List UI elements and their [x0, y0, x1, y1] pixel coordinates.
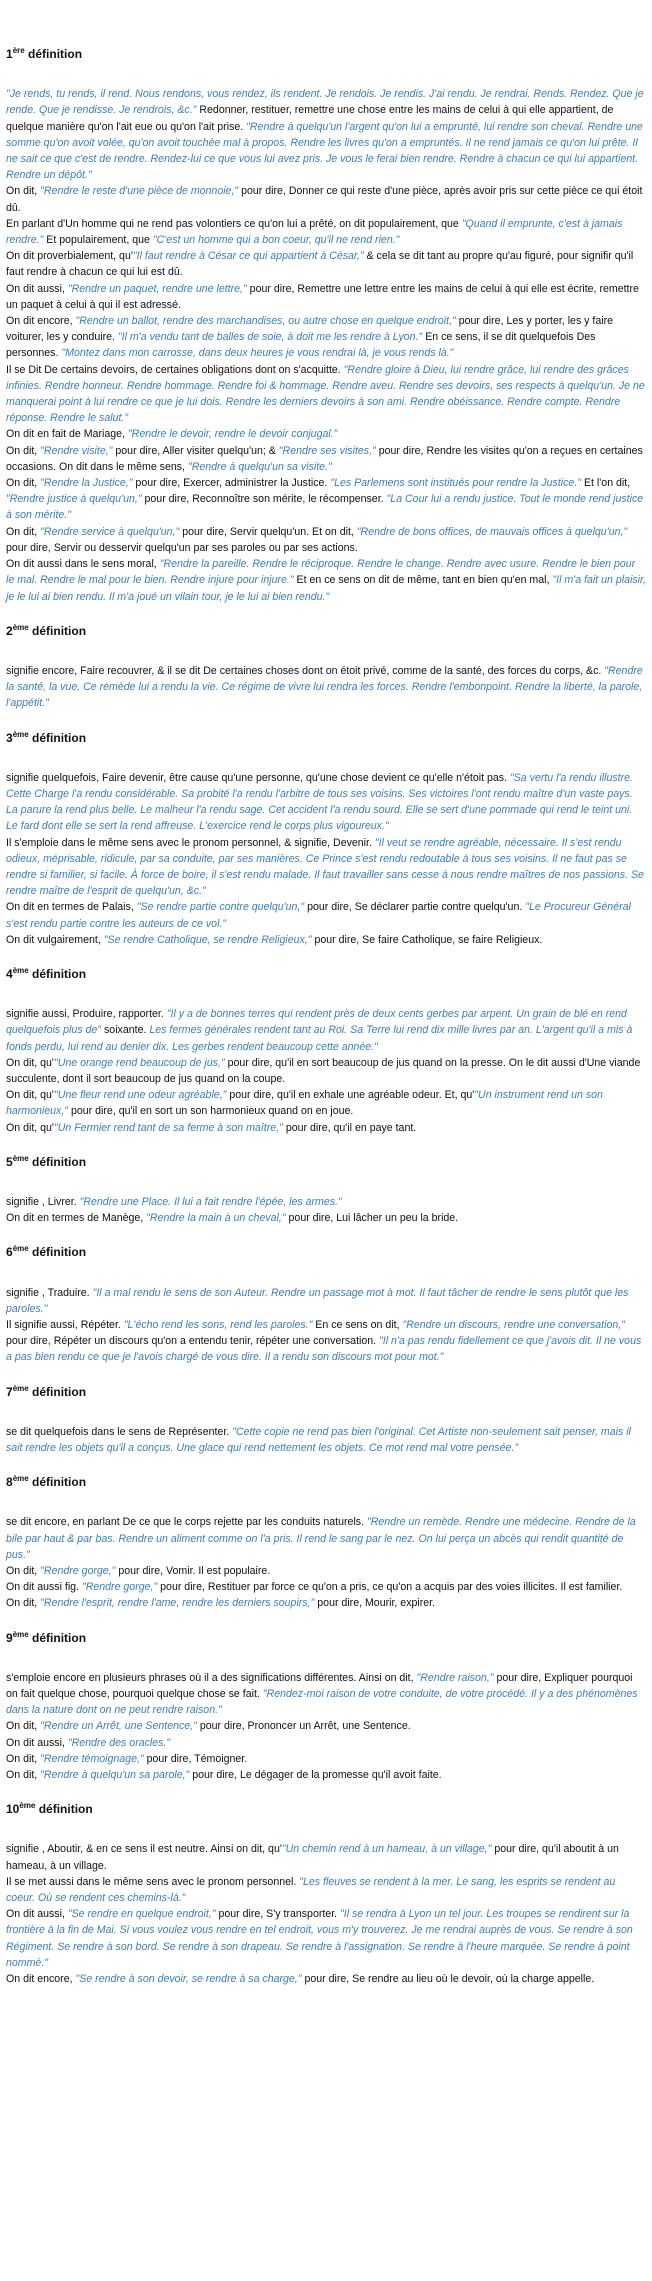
- example-quote: "Se rendre partie contre quelqu'un,": [136, 901, 305, 914]
- definition-text: pour dire, Exercer, administrer la Justice.: [132, 477, 331, 490]
- definition-text: Il signifie aussi, Répéter.: [6, 1319, 124, 1331]
- example-quote: "L'écho rend les sons, rend les paroles.": [123, 1319, 313, 1331]
- definition-section: [6, 966, 646, 1136]
- definition-section: [6, 730, 646, 948]
- definition-text: pour dire, Remettre une lettre entre les mains de celui à qui elle est écrite, remettre un paquet à celui à qui il est adressé.: [6, 282, 639, 311]
- definition-paragraph: [6, 86, 646, 183]
- definition-paragraph: [6, 248, 646, 280]
- example-quote: "Un Fermier rend tant de sa ferme à son maître,": [53, 1121, 283, 1134]
- definition-paragraph: [6, 1424, 646, 1456]
- definition-number: 2: [6, 623, 13, 638]
- definition-number: 4: [6, 966, 13, 981]
- definition-text: Et populairement, que: [43, 234, 153, 247]
- definition-heading: [6, 1474, 646, 1490]
- definition-heading: [6, 1801, 646, 1817]
- definition-paragraph: [6, 1735, 646, 1751]
- definition-text: On dit aussi,: [6, 1736, 68, 1749]
- example-quote: "Il se rendra à Lyon un tel jour. Les troupes se rendirent sur la frontière à la fin de Mai. Si vous voulez vous rendre en tel endroit, vous m'y trouverez. Je me rendrai auprès de vous. Se rendre à son Régiment. Se rendre à son bord. Se rendre à son drapeau. Se rendre à l'assignation. Se rendre à l'heure marquée. Se rendre à point nommé.": [6, 1908, 633, 1969]
- definition-paragraph: [6, 932, 646, 948]
- definition-paragraph: [6, 426, 646, 442]
- example-quote: "Rendre gloire à Dieu, lui rendre grâce, lui rendre des grâces infinies. Rendre honneur. Rendre hommage. Rendre foi & hommage. Rendre aveu. Rendre ses devoirs, ses respects à quelqu'un. Je ne manquerai point à lui rendre ce que je lui dois. Rendre les derniers devoirs à son ami. Rendre obéissance. Rendre compte. Rendre réponse. Rendre le salut.": [6, 363, 645, 425]
- example-quote: "Une fleur rend une odeur agréable,": [53, 1089, 227, 1102]
- example-quote: "Cette copie ne rend pas bien l'original. Cet Artiste non-seulement sait penser, mais il sait rendre les objets qu'il a conçus. Une glace qui rend nettement les objets. Ce mot rend mal votre pensée.": [6, 1425, 631, 1455]
- definition-heading: [6, 1244, 646, 1260]
- definition-section: [6, 1244, 646, 1365]
- definition-text: On dit vulgairement,: [6, 933, 104, 946]
- definition-text: On dit,: [6, 1597, 41, 1610]
- example-quote: "Il a mal rendu le sens de son Auteur. Rendre un passage mot à mot. Il faut tâcher de rendre le sens plutôt que les paroles.": [6, 1286, 629, 1315]
- example-quote: "Il veut se rendre agréable, nécessaire. Il s'est rendu odieux, méprisable, ridicule, par sa conduite, par ses manières. Ce Prince s'est rendu redoutable à tous ses voisins. Il ne faut pas se rendre si familier, si facile. À force de boire, il s'est rendu malade. Il faut travailler sans cesse à nous rendre maîtres de nos passions. Se rendre maître de l'esprit de quelqu'un, &c.": [6, 836, 644, 898]
- definition-text: se dit quelquefois dans le sens de Représenter.: [6, 1425, 233, 1438]
- definition-section: [6, 1154, 646, 1227]
- definition-text: pour dire, Se rendre au lieu où le devoir, où la charge appelle.: [301, 1973, 595, 1986]
- definition-text: Et l'on dit,: [581, 477, 631, 490]
- definition-text: pour dire, Aller visiter quelqu'un; &: [112, 444, 279, 457]
- example-quote: "Il faut rendre à César ce qui appartient à César,": [132, 250, 364, 263]
- example-quote: "Un instrument rend un son harmonieux,": [6, 1089, 603, 1118]
- definition-text: pour dire, Les y porter, les y faire voiturer, les y conduire.: [6, 315, 614, 344]
- definition-heading: [6, 1630, 646, 1646]
- definition-text: On dit aussi dans le sens moral,: [6, 558, 160, 571]
- definition-number: 10: [6, 1802, 20, 1817]
- definition-label: définition: [32, 1384, 87, 1399]
- definition-label: définition: [38, 1802, 93, 1817]
- definition-text: Redonner, restituer, remettre une chose entre les mains de celui à qui elle appartient, de quelque manière qu'on l'ait eue ou qu'on l'ait prise.: [6, 104, 614, 133]
- definition-text: pour dire, Donner ce qui reste d'une pièce, après avoir pris sur cette pièce ce qui étoit dû.: [6, 185, 643, 214]
- definition-heading: [6, 1384, 646, 1400]
- definition-text: pour dire, Répéter un discours qu'on a entendu tenir, répéter une conversation.: [6, 1335, 380, 1348]
- example-quote: "Se rendre à son devoir, se rendre à sa charge,": [75, 1973, 302, 1986]
- example-quote: "Il m'a vendu tant de balles de soie, à doit me les rendre à Lyon.": [117, 331, 423, 344]
- definition-paragraph: [6, 1670, 646, 1719]
- definition-label: définition: [32, 966, 87, 981]
- definition-label: définition: [32, 1630, 87, 1645]
- example-quote: "Rendre un remède. Rendre une médecine. Rendre de la bile par haut & par bas. Rendre un aliment comme on l'a pris. Il rend le sang par le nez. On lui perça un abcès qui rendit quantité de pus.": [6, 1516, 636, 1561]
- definition-paragraph: [6, 1055, 646, 1087]
- definition-section: [6, 46, 646, 605]
- definition-paragraph: [6, 1514, 646, 1563]
- definition-paragraph: [6, 216, 646, 248]
- example-quote: "Le Procureur Général s'est rendu partie contre les auteurs de ce vol.": [6, 901, 631, 930]
- definition-ordinal-suffix: ème: [12, 1474, 29, 1484]
- example-quote: "Les Parlemens sont institués pour rendre la Justice.": [330, 477, 582, 490]
- definition-paragraph: [6, 1906, 646, 1971]
- definition-text: On dit,: [6, 185, 41, 198]
- definition-text: Il se Dit De certains devoirs, de certaines obligations dont on s'acquitte.: [6, 363, 344, 376]
- definition-paragraph: [6, 443, 646, 475]
- definition-label: définition: [32, 730, 87, 745]
- definition-paragraph: [6, 1579, 646, 1595]
- definition-text: pour dire, qu'il en exhale une agréable odeur. Et, qu': [226, 1089, 475, 1102]
- definition-paragraph: [6, 1971, 646, 1987]
- definition-text: On dit, qu': [6, 1056, 54, 1069]
- definition-text: signifie encore, Faire recouvrer, & il se dit De certaines choses dont on étoit privé, comme de la santé, des forces du corps, &c.: [6, 664, 605, 677]
- definition-text: On dit aussi,: [6, 282, 68, 295]
- definition-ordinal-suffix: ère: [12, 46, 25, 55]
- definition-text: signifie aussi, Produire, rapporter.: [6, 1008, 167, 1021]
- definition-number: 6: [6, 1245, 13, 1260]
- example-quote: "Rendre un paquet, rendre une lettre,": [67, 282, 247, 295]
- definition-text: pour dire, Le dégager de la promesse qu'il avoit faite.: [189, 1769, 442, 1782]
- example-quote: "Rendez-moi raison de votre conduite, de votre procédé. Il y a des phénomènes dans la nature dont on ne peut rendre raison.": [6, 1688, 638, 1717]
- definition-text: pour dire, qu'il en sort beaucoup de jus quand on la presse. On le dit aussi d'Une viande succulente, dont il sort beaucoup de jus quand on la coupe.: [6, 1056, 641, 1085]
- definition-text: signifie quelquefois, Faire devenir, être cause qu'une personne, qu'une chose devient ce qu'elle n'étoit pas.: [6, 771, 510, 784]
- definition-text: pour dire, Vomir. Il est populaire.: [115, 1565, 271, 1578]
- example-quote: "Rendre un Arrêt, une Sentence,": [40, 1720, 197, 1733]
- definition-text: pour dire, S'y transporter.: [215, 1908, 341, 1921]
- definition-section: [6, 623, 646, 712]
- definition-paragraph: [6, 1317, 646, 1366]
- definition-text: pour dire, Restituer par force ce qu'on a pris, ce qu'on a acquis par des voies illicites. Il est familier.: [157, 1581, 623, 1594]
- example-quote: "Rendre la santé, la vue. Ce remède lui a rendu la vie. Ce régime de vivre lui rendra les forces. Rendre l'embonpoint. Rendre la liberté, la parole, l'appétit.": [6, 664, 643, 710]
- definition-text: pour dire, Mourir, expirer.: [314, 1597, 436, 1610]
- definition-paragraph: [6, 1841, 646, 1873]
- definition-number: 1: [6, 47, 13, 61]
- definition-paragraph: [6, 1563, 646, 1579]
- definition-text: On dit,: [6, 1769, 41, 1782]
- example-quote: "Rendre l'esprit, rendre l'ame, rendre les derniers soupirs,": [40, 1597, 315, 1610]
- definition-text: pour dire, Expliquer pourquoi on fait quelque chose, pourquoi quelque chose se fait.: [6, 1671, 633, 1701]
- definition-text: On dit proverbialement, qu': [6, 250, 133, 263]
- example-quote: "Rendre des oracles.": [67, 1736, 171, 1749]
- definition-paragraph: [6, 899, 646, 931]
- definition-paragraph: [6, 1087, 646, 1119]
- definition-text: pour dire, Servir quelqu'un. Et on dit,: [179, 525, 357, 538]
- definition-text: pour dire, Lui lâcher un peu la bride.: [285, 1212, 459, 1225]
- definition-label: définition: [32, 1154, 87, 1169]
- definition-paragraph: [6, 524, 646, 556]
- example-quote: "Rendre le devoir, rendre le devoir conjugal.": [127, 428, 338, 441]
- definition-paragraph: [6, 1751, 646, 1767]
- definition-text: Il s'emploie dans le même sens avec le pronom personnel, & signifie, Devenir.: [6, 836, 375, 849]
- definition-paragraph: [6, 1718, 646, 1734]
- definition-heading: [6, 623, 646, 639]
- definition-ordinal-suffix: ème: [12, 1383, 29, 1393]
- example-quote: "Il y a de bonnes terres qui rendent près de deux cents gerbes par arpent. Un grain de blé en rend quelquefois plus de": [6, 1008, 627, 1037]
- definition-ordinal-suffix: ème: [12, 965, 29, 975]
- definition-text: Il se met aussi dans le même sens avec le pronom personnel.: [6, 1875, 300, 1888]
- definition-heading: [6, 1154, 646, 1170]
- definition-number: 9: [6, 1630, 13, 1645]
- definition-text: On dit encore,: [6, 1973, 76, 1986]
- example-quote: "Rendre un discours, rendre une conversation,": [402, 1319, 625, 1331]
- definition-number: 8: [6, 1475, 13, 1490]
- example-quote: "Il m'a fait un plaisir, je le lui ai bien rendu. Il m'a joué un vilain tour, je le lui ai bien rendu.": [6, 574, 646, 603]
- example-quote: "La Cour lui a rendu justice. Tout le monde rend justice à son mérite.": [6, 493, 644, 522]
- definition-text: On dit aussi fig.: [6, 1581, 82, 1594]
- definition-paragraph: [6, 663, 646, 712]
- example-quote: Les fermes générales rendent tant au Roi. Sa Terre lui rend dix mille livres par an. L'argent qu'il a mis à fonds perdu, lui rend au denier dix. Les gerbes rendent beaucoup cette année.": [6, 1024, 633, 1053]
- example-quote: "Rendre raison,": [416, 1671, 494, 1684]
- definition-label: définition: [32, 1245, 87, 1260]
- definition-paragraph: [6, 835, 646, 900]
- definition-text: On dit, qu': [6, 1089, 54, 1102]
- definition-text: On dit en termes de Palais,: [6, 901, 137, 914]
- example-quote: "Rendre ses visites,": [278, 444, 376, 457]
- definition-text: En ce sens, il se dit quelquefois Des personnes.: [6, 331, 596, 360]
- definition-text: On dit aussi,: [6, 1908, 68, 1921]
- definition-paragraph: [6, 475, 646, 524]
- definition-ordinal-suffix: ème: [12, 1629, 29, 1639]
- definition-text: On dit,: [6, 477, 41, 490]
- example-quote: "Montez dans mon carrosse, dans deux heures je vous rendrai là, je vous rends là.": [61, 347, 454, 360]
- definition-number: 5: [6, 1154, 13, 1169]
- example-quote: "Rendre gorge,": [40, 1565, 116, 1578]
- definition-ordinal-suffix: ème: [12, 622, 29, 632]
- example-quote: "Rendre témoignage,": [40, 1752, 144, 1765]
- example-quote: "Rendre un ballot, rendre des marchandises, ou autre chose en quelque endroit,": [75, 315, 456, 328]
- example-quote: "Rendre justice à quelqu'un,": [6, 493, 142, 506]
- definition-label: définition: [28, 47, 83, 61]
- example-quote: "Rendre la pareille. Rendre le réciproque. Rendre le change. Rendre avec usure. Rendre le bien pour le mal. Rendre le mal pour le bien. Rendre injure pour injure.": [6, 558, 636, 587]
- definition-text: On dit en fait de Mariage,: [6, 428, 128, 441]
- definition-text: pour dire, Se faire Catholique, se faire Religieux.: [311, 933, 543, 946]
- example-quote: "Rendre le reste d'une pièce de monnoie,": [40, 185, 239, 198]
- definition-text: On dit,: [6, 1752, 41, 1765]
- definition-section: [6, 1474, 646, 1611]
- definition-heading: [6, 46, 646, 62]
- definition-text: pour dire, Témoigner.: [143, 1752, 248, 1765]
- definition-section: [6, 1801, 646, 1987]
- definition-label: définition: [32, 1475, 87, 1490]
- definition-paragraph: [6, 1767, 646, 1783]
- definition-paragraph: [6, 1285, 646, 1317]
- definition-paragraph: [6, 1006, 646, 1055]
- definition-label: définition: [32, 623, 87, 638]
- definition-paragraph: [6, 770, 646, 835]
- definition-ordinal-suffix: ème: [12, 1244, 29, 1254]
- example-quote: "Une orange rend beaucoup de jus,": [53, 1056, 225, 1069]
- definition-number: 3: [6, 730, 13, 745]
- example-quote: "Rendre visite,": [40, 444, 113, 457]
- definition-paragraph: [6, 183, 646, 215]
- example-quote: "Rendre de bons offices, de mauvais offices à quelqu'un,": [356, 525, 628, 538]
- definition-section: [6, 1630, 646, 1784]
- definition-text: pour dire, Prononcer un Arrêt, une Sentence.: [196, 1720, 411, 1733]
- definition-text: pour dire, qu'il en sort un son harmonieux quand on en joue.: [68, 1105, 354, 1118]
- definition-text: On dit,: [6, 444, 41, 457]
- definition-text: pour dire, Rendre les visites qu'on a reçues en certaines occasions. On dit dans le même sens,: [6, 444, 643, 473]
- definition-heading: [6, 966, 646, 982]
- definition-paragraph: [6, 281, 646, 313]
- example-quote: "Les fleuves se rendent à la mer. Le sang, les esprits se rendent au coeur. Où se rendent ces chemins-là.": [6, 1875, 616, 1905]
- definition-paragraph: [6, 556, 646, 605]
- example-quote: "Rendre la Justice,": [40, 477, 133, 490]
- definition-paragraph: [6, 362, 646, 427]
- definition-text: pour dire, Reconnoître son mérite, le récompenser.: [141, 493, 387, 506]
- definition-text: signifie , Livrer.: [6, 1195, 80, 1208]
- definition-text: pour dire, Se déclarer partie contre quelqu'un.: [304, 901, 526, 914]
- definition-text: pour dire, Servir ou desservir quelqu'un par ses paroles ou par ses actions.: [6, 541, 358, 554]
- definition-text: signifie , Traduire.: [6, 1286, 93, 1299]
- example-quote: "Se rendre Catholique, se rendre Religieux,": [103, 933, 312, 946]
- definition-text: & cela se dit tant au propre qu'au figuré, pour signifir qu'il faut rendre à chacun ce qui lui est dû.: [6, 250, 634, 279]
- example-quote: "Rendre la main à un cheval,": [146, 1212, 286, 1225]
- example-quote: "Sa vertu l'a rendu illustre. Cette Charge l'a rendu considérable. Sa probité l'a rendu l'arbitre de tous ses voisins. Ses victoires l'ont rendu maître d'un vaste pays. La parure la rend plus belle. Le malheur l'a rendu sage. Cet accident l'a rendu sourd. Elle se sert d'une pommade qui rend le teint uni. Le fard dont elle se sert la rend affreuse. L'exercice rend le corps plus vigoureux.": [6, 771, 633, 833]
- example-quote: "Quand il emprunte, c'est à jamais rendre.": [6, 217, 623, 247]
- definition-paragraph: [6, 1874, 646, 1906]
- definition-text: On dit,: [6, 1720, 41, 1733]
- definition-number: 7: [6, 1384, 13, 1399]
- example-quote: "Rendre gorge,": [81, 1581, 158, 1594]
- example-quote: "Se rendre en quelque endroit,": [67, 1908, 216, 1921]
- definition-text: On dit,: [6, 525, 41, 538]
- definition-paragraph: [6, 1210, 646, 1226]
- definition-text: pour dire, qu'il en paye tant.: [282, 1121, 417, 1134]
- example-quote: "Rendre à quelqu'un l'argent qu'on lui a emprunté, lui rendre son cheval. Rendre une somme qu'on avoit volée, qu'on avoit touchée mal à propos. Rendre les livres qu'on a empruntés. Il ne rend jamais ce qu'on lui prête. Il ne sait ce que c'est de rendre. Rendez-lui ce que vous lui avez pris. Je vous le ferai bien rendre. Rendre à chacun ce qui lui appartient. Rendre un dépôt.": [6, 120, 643, 182]
- example-quote: "Rendre à quelqu'un sa visite.": [187, 460, 332, 473]
- definition-text: On dit encore,: [6, 315, 76, 328]
- definition-ordinal-suffix: ème: [19, 1801, 36, 1811]
- definition-text: s'emploie encore en plusieurs phrases où il a des significations différentes. Ainsi on dit,: [6, 1671, 417, 1684]
- definition-paragraph: [6, 1120, 646, 1136]
- definition-text: On dit, qu': [6, 1121, 54, 1134]
- definition-paragraph: [6, 313, 646, 362]
- definition-text: On dit,: [6, 1565, 41, 1578]
- definition-text: En ce sens on dit,: [312, 1319, 403, 1331]
- definition-heading: [6, 730, 646, 746]
- example-quote: "Rendre une Place. Il lui a fait rendre l'épée, les armes.": [79, 1195, 342, 1208]
- definition-text: se dit encore, en parlant De ce que le corps rejette par les conduits naturels.: [6, 1516, 367, 1529]
- definition-text: soixante.: [101, 1024, 150, 1037]
- definition-ordinal-suffix: ème: [12, 1153, 29, 1163]
- example-quote: "Rendre à quelqu'un sa parole,": [40, 1769, 190, 1782]
- example-quote: "Rendre service à quelqu'un,": [40, 525, 180, 538]
- definition-text: pour dire, qu'il aboutit à un hameau, à un village.: [6, 1843, 619, 1872]
- definition-text: Et en ce sens on dit de même, tant en bien qu'en mal,: [293, 574, 553, 587]
- example-quote: "Je rends, tu rends, il rend. Nous rendons, vous rendez, ils rendent. Je rendois. Je rendis. J'ai rendu. Je rendrai. Rends. Rendez. Que je rende. Que je rendisse. Je rendrois, &c.": [6, 88, 644, 117]
- definition-ordinal-suffix: ème: [12, 729, 29, 739]
- definition-text: signifie , Aboutir, & en ce sens il est neutre. Ainsi on dit, qu': [6, 1843, 282, 1856]
- example-quote: "Un chemin rend à un hameau, à un village,": [281, 1843, 492, 1856]
- definition-section: [6, 1384, 646, 1457]
- definition-paragraph: [6, 1194, 646, 1210]
- definition-text: On dit en termes de Manège,: [6, 1212, 147, 1225]
- example-quote: "C'est un homme qui a bon coeur, qu'il ne rend rien.": [152, 234, 400, 247]
- example-quote: "Il n'a pas rendu fidellement ce que j'avois dit. Il ne vous a pas bien rendu ce que je l'avois chargé de vous dire. Il a rendu son discours mot pour mot.": [6, 1335, 642, 1364]
- definition-text: En parlant d'Un homme qui ne rend pas volontiers ce qu'on lui a prêté, on dit populairement, que: [6, 217, 462, 230]
- definition-paragraph: [6, 1595, 646, 1611]
